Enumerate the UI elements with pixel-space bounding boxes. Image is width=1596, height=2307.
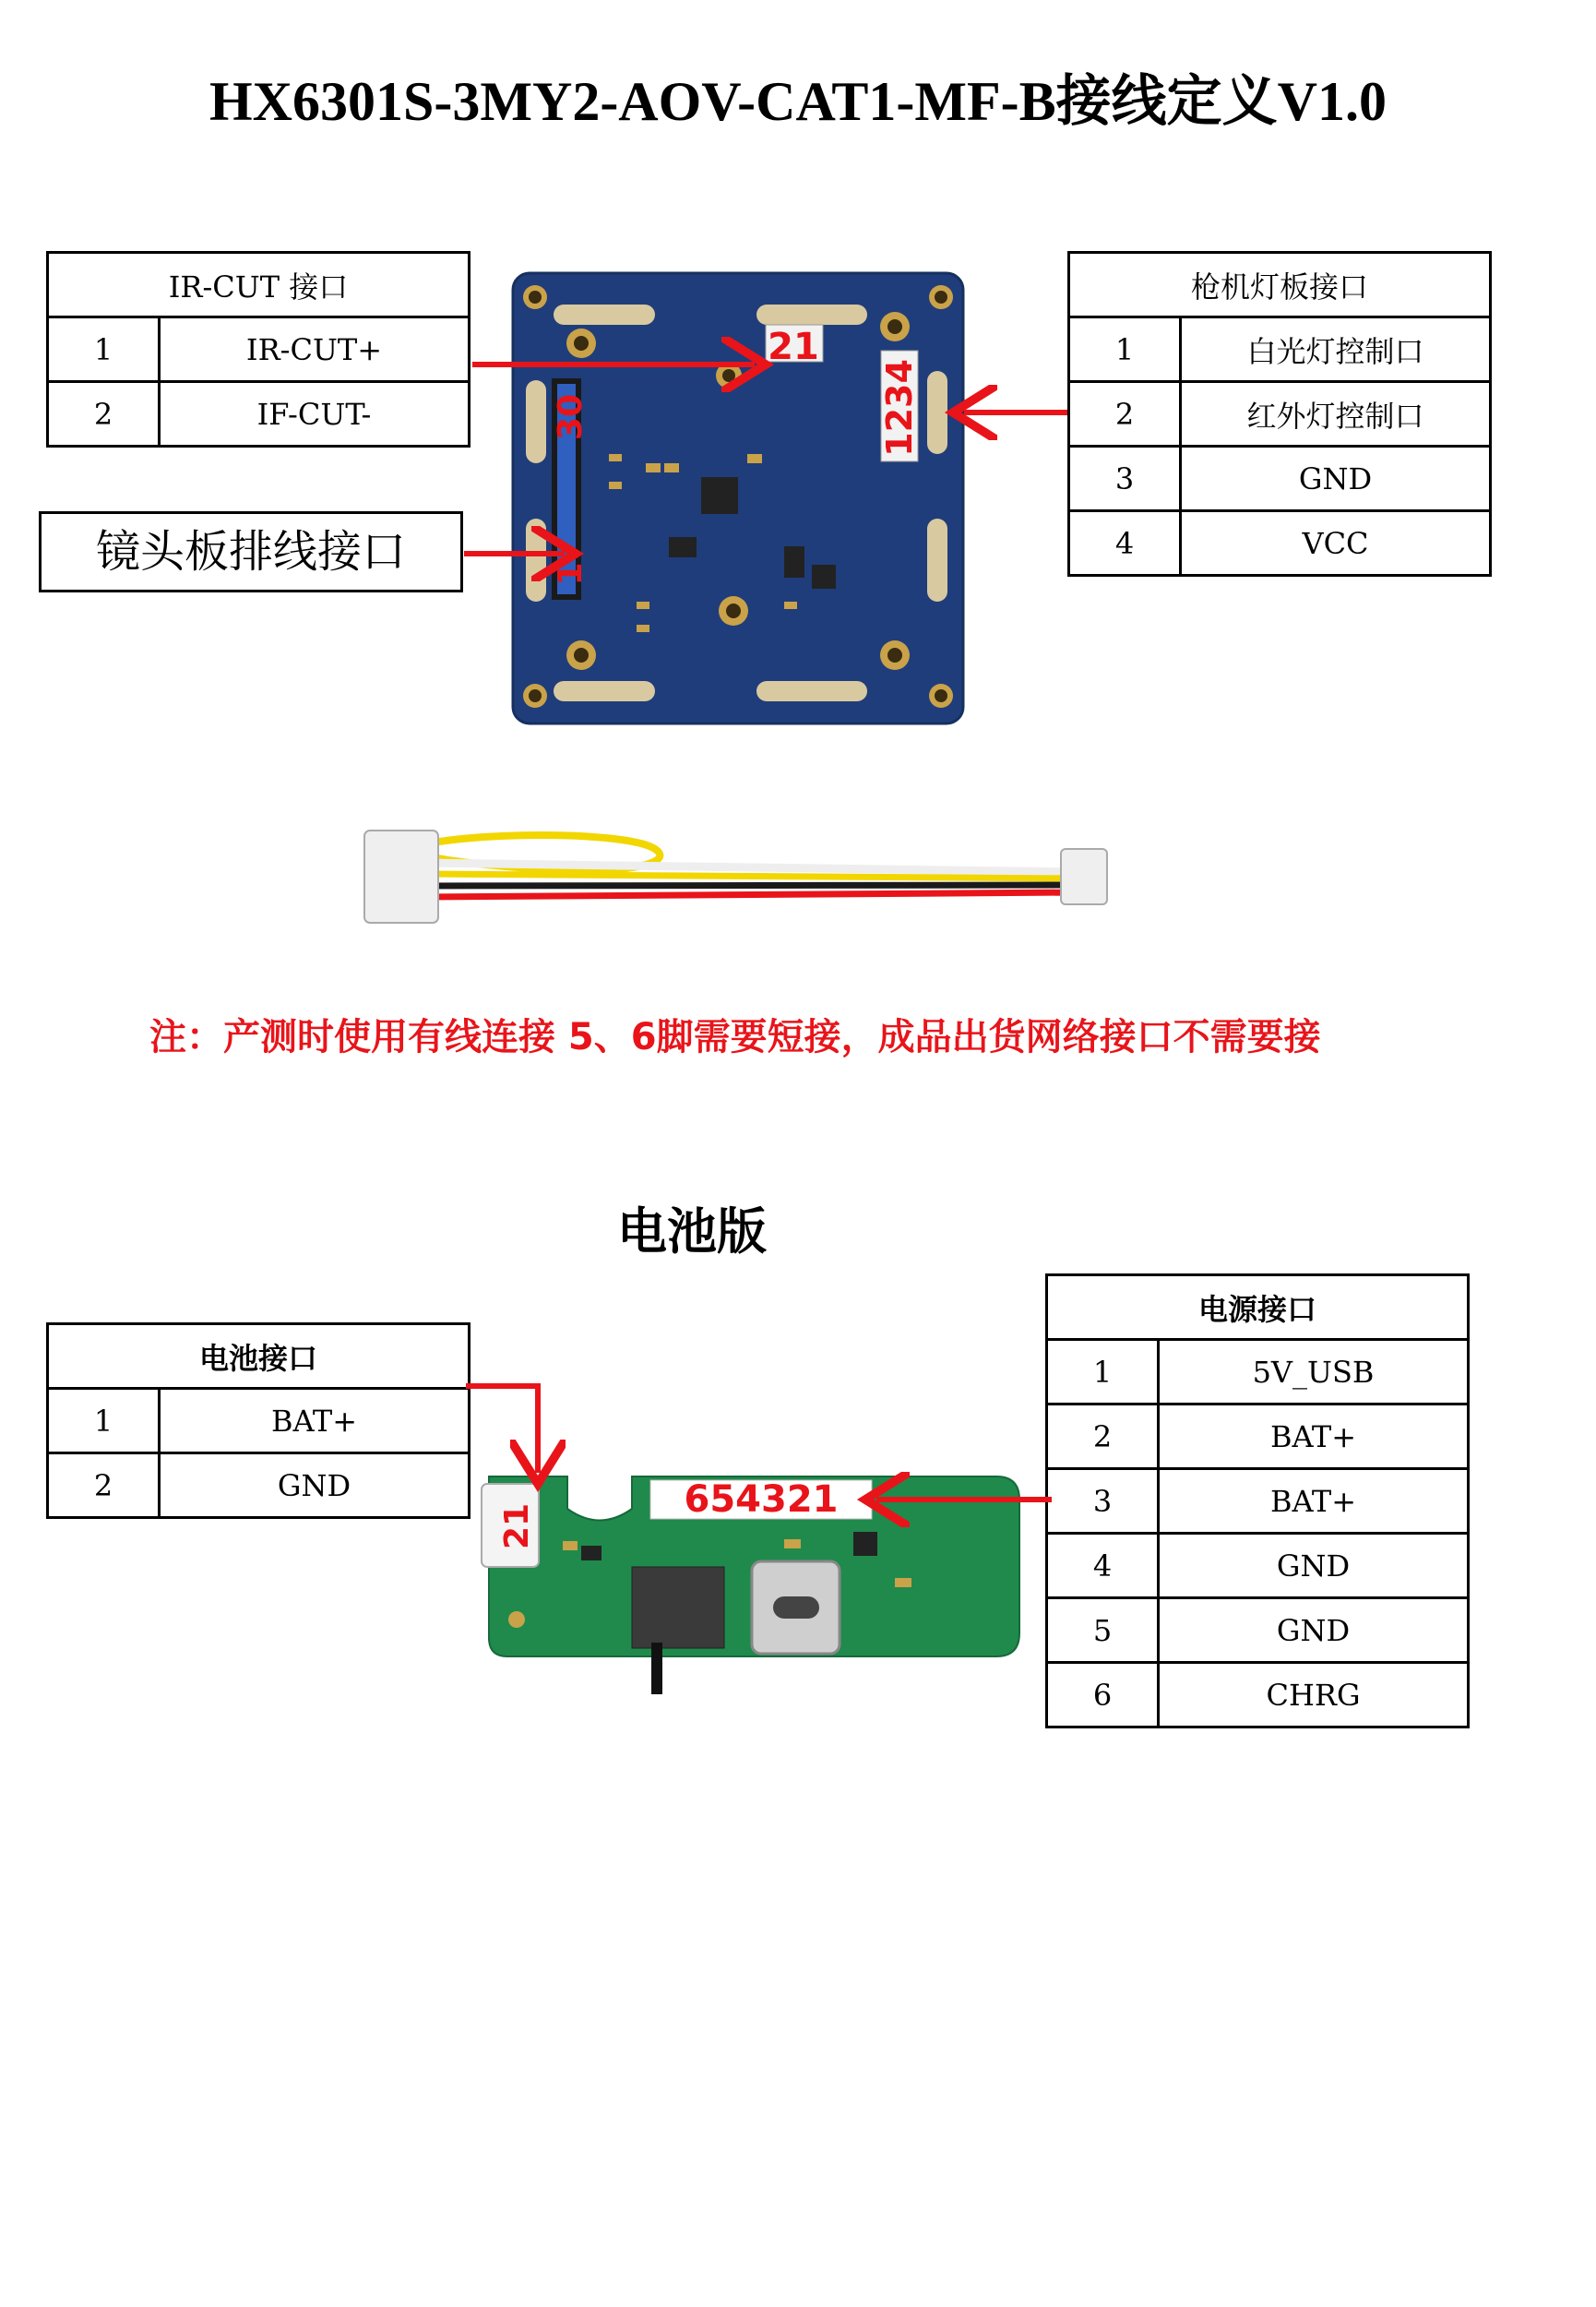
power-row-num: 4 [1047, 1534, 1159, 1598]
ircut-pin-label: 21 [768, 326, 819, 368]
cable-photo [351, 812, 1135, 950]
power-row-name: BAT+ [1159, 1405, 1469, 1469]
power-row-name: GND [1159, 1534, 1469, 1598]
ircut-row-name: IF-CUT- [160, 382, 470, 447]
battery-table-header: 电池接口 [48, 1324, 470, 1389]
lamp-row-num: 2 [1069, 382, 1181, 447]
production-note: 注：产测时使用有线连接 5、6脚需要短接，成品出货网络接口不需要接 [149, 1016, 1321, 1058]
ircut-table-header: IR-CUT 接口 [48, 253, 470, 317]
lamp-row-name: 红外灯控制口 [1181, 382, 1491, 447]
ircut-row-num: 1 [48, 317, 160, 382]
lamp-row-num: 3 [1069, 447, 1181, 511]
battery-section-title: 电池版 [617, 1202, 767, 1261]
battery-pin-label: 21 [498, 1502, 536, 1550]
power-row-name: 5V_USB [1159, 1340, 1469, 1405]
lamp-pin-label: 1234 [879, 359, 920, 457]
power-row-num: 6 [1047, 1663, 1159, 1727]
battery-row-num: 2 [48, 1453, 160, 1518]
battery-row-name: BAT+ [160, 1389, 470, 1453]
power-row-num: 2 [1047, 1405, 1159, 1469]
charge-board-photo [480, 1458, 1024, 1698]
battery-row-name: GND [160, 1453, 470, 1518]
power-row-name: GND [1159, 1598, 1469, 1663]
lamp-row-num: 4 [1069, 511, 1181, 576]
page-title: HX6301S-3MY2-AOV-CAT1-MF-B接线定义V1.0 [209, 71, 1387, 132]
power-row-name: BAT+ [1159, 1469, 1469, 1534]
power-table-header: 电源接口 [1047, 1275, 1469, 1340]
lamp-row-name: GND [1181, 447, 1491, 511]
fpc-pin-1-label: 1 [552, 562, 590, 586]
lamp-table-header: 枪机灯板接口 [1069, 253, 1491, 317]
power-row-num: 3 [1047, 1469, 1159, 1534]
battery-port-table [46, 1322, 470, 1519]
lamp-row-name: 白光灯控制口 [1181, 317, 1491, 382]
power-port-table [1045, 1273, 1470, 1728]
lamp-row-num: 1 [1069, 317, 1181, 382]
main-pcb-photo [507, 269, 969, 729]
lamp-board-table [1067, 251, 1492, 577]
power-row-num: 5 [1047, 1598, 1159, 1663]
ircut-row-num: 2 [48, 382, 160, 447]
power-pin-label: 654321 [684, 1478, 839, 1521]
ircut-table [46, 251, 470, 448]
power-row-name: CHRG [1159, 1663, 1469, 1727]
ircut-row-name: IR-CUT+ [160, 317, 470, 382]
battery-row-num: 1 [48, 1389, 160, 1453]
lamp-row-name: VCC [1181, 511, 1491, 576]
fpc-pin-30-label: 30 [552, 393, 590, 441]
power-row-num: 1 [1047, 1340, 1159, 1405]
lens-interface-label: 镜头板排线接口 [39, 511, 463, 592]
